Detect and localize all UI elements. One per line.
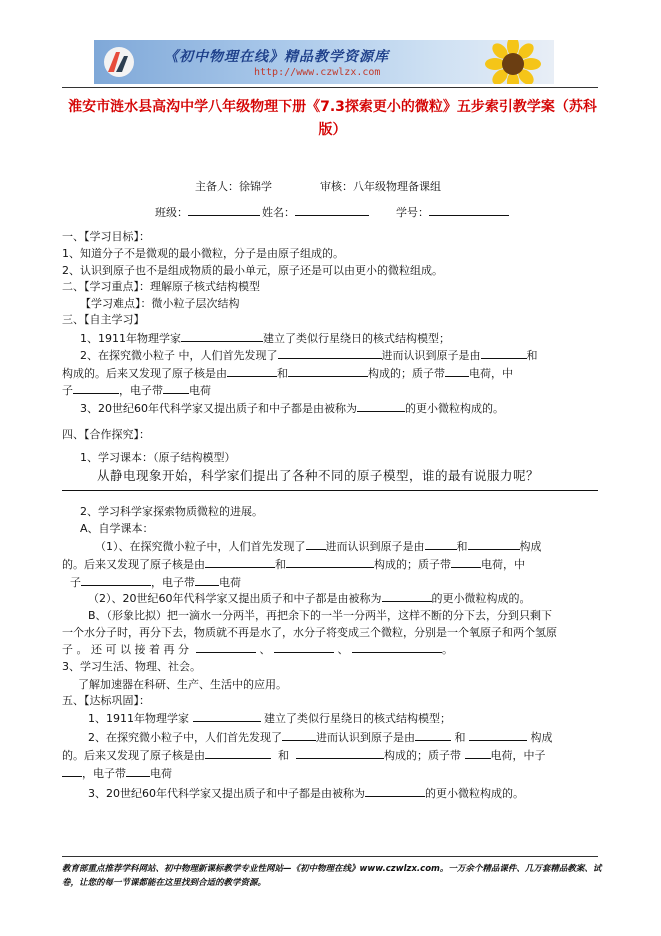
sec1-heading: 一、【学习目标】： [62, 230, 150, 243]
blank[interactable] [296, 747, 384, 759]
sec4-a1-line3: 子 ，电子带 电荷 [70, 576, 241, 589]
blank[interactable] [205, 747, 271, 759]
sec4-a-label: A、自学课本： [80, 522, 154, 535]
blank[interactable] [274, 641, 334, 653]
blank[interactable] [181, 330, 263, 342]
footer-text: 教育部重点推荐学科网站、初中物理新课标教学专业性网站—《初中物理在线》www.czwlzx.com。一万余个精品课件、几万套精品教案、试卷，让您的每一节课都能在这里找到合适的教学资源。 [62, 864, 602, 888]
preparer: 主备人：徐锦学 [195, 180, 272, 193]
sec4-step1: 1、学习课本：（原子结构模型） [80, 451, 236, 464]
id-label: 学号： [396, 206, 429, 219]
sec2-heading: 二、【学习重点】：理解原子核式结构模型 [62, 280, 260, 293]
sec4-step1-text: 从静电现象开始，科学家们提出了各种不同的原子模型，谁的最有说服力呢？ [97, 468, 540, 483]
sec4-a1-line1: （1）、在探究微小粒子中，人们首先发现了 进而认识到原子是由 和 构成 [95, 540, 542, 553]
blank[interactable] [195, 574, 219, 586]
sec4-b-line2: 一个水分子时，再分下去，物质就不再是水了，水分子将变成三个微粒，分别是一个氧原子和两个氢原 [62, 626, 557, 639]
blank[interactable] [193, 710, 261, 722]
id-blank[interactable] [429, 204, 509, 216]
blank[interactable] [62, 765, 82, 777]
footer-divider [62, 856, 598, 857]
banner-title: 《初中物理在线》精品教学资源库 [164, 49, 389, 65]
blank[interactable] [73, 382, 119, 394]
blank[interactable] [468, 538, 520, 550]
sec4-b-line3: 子 。 还 可 以 接 着 再 分 、 、 。 [62, 643, 453, 656]
sec3-q3: 3、20世纪60年代科学家又提出质子和中子都是由被称为 的更小微粒构成的。 [80, 402, 504, 415]
sec4-step3: 3、学习生活、物理、社会。 [62, 660, 201, 673]
blank[interactable] [469, 729, 527, 741]
logo-icon [102, 46, 136, 78]
blank[interactable] [288, 365, 368, 377]
sec3-q1: 1、1911年物理学家 建立了类似行星绕日的核式结构模型； [80, 332, 450, 345]
blank[interactable] [306, 538, 326, 550]
blank[interactable] [357, 400, 405, 412]
blank[interactable] [415, 729, 451, 741]
blank[interactable] [481, 347, 527, 359]
name-blank[interactable] [295, 204, 369, 216]
sec4-a2: （2）、20世纪60年代科学家又提出质子和中子都是由被称为 的更小微粒构成的。 [88, 592, 531, 605]
sec5-q2-line1: 2、在探究微小粒子中，人们首先发现了 进而认识到原子是由 和 构成 [88, 731, 553, 744]
sec4-a1-line2: 的。后来又发现了原子核是由 和 构成的；质子带 电荷，中 [62, 558, 525, 571]
sec2-difficulty: 【学习难点】：微小粒子层次结构 [80, 297, 240, 310]
blank[interactable] [425, 538, 457, 550]
page-title: 淮安市涟水县高沟中学八年级物理下册《7.3探索更小的微粒》五步索引教学案（苏科版） [68, 99, 597, 138]
blank[interactable] [352, 641, 442, 653]
blank[interactable] [282, 729, 316, 741]
sec4-step2: 2、学习科学家探索物质微粒的进展。 [80, 505, 263, 518]
blank[interactable] [227, 365, 277, 377]
sec5-q3: 3、20世纪60年代科学家又提出质子和中子都是由被称为 的更小微粒构成的。 [88, 787, 524, 800]
blank[interactable] [196, 641, 256, 653]
sec5-heading: 五、【达标巩固】： [62, 694, 150, 707]
sec1-item2: 2、认识到原子也不是组成物质的最小单元，原子还是可以由更小的微粒组成。 [62, 264, 443, 277]
class-label: 班级： [155, 206, 188, 219]
blank[interactable] [81, 574, 151, 586]
blank[interactable] [205, 556, 275, 568]
sec4-heading: 四、【合作探究】： [62, 428, 150, 441]
sec5-q2-line2: 的。后来又发现了原子核是由 和 构成的；质子带 电荷，中子 [62, 749, 546, 762]
sec4-b-line1: B、（形象比拟）把一滴水一分两半，再把余下的一半一分两半，这样不断的分下去，分到只剩下 [88, 609, 553, 622]
id-field [396, 204, 509, 220]
name-field [262, 204, 369, 220]
blank[interactable] [278, 347, 382, 359]
header-banner [94, 40, 554, 84]
class-field [155, 204, 260, 220]
blank[interactable] [451, 556, 481, 568]
banner-url[interactable]: http://www.czwlzx.com [254, 67, 381, 78]
sec3-heading: 三、【自主学习】 [62, 313, 145, 326]
name-label: 姓名： [262, 206, 295, 219]
sec4-step3-text: 了解加速器在科研、生产、生活中的应用。 [78, 678, 287, 691]
blank[interactable] [445, 365, 469, 377]
reviewer: 审核：八年级物理备课组 [320, 180, 441, 193]
blank[interactable] [126, 765, 150, 777]
sec3-q2-line3: 子 ，电子带 电荷 [62, 384, 211, 397]
header-divider [62, 87, 598, 88]
blank[interactable] [365, 785, 425, 797]
blank[interactable] [465, 747, 491, 759]
blank[interactable] [382, 590, 432, 602]
sunflower-icon [478, 40, 548, 84]
sec5-q2-line3: ，电子带 电荷 [62, 765, 172, 781]
class-blank[interactable] [188, 204, 260, 216]
sec3-q2-line1: 2、在探究微小粒子 中，人们首先发现了 进而认识到原子是由 和 [80, 349, 538, 362]
sec5-q1: 1、1911年物理学家 建立了类似行星绕日的核式结构模型； [88, 712, 451, 725]
answer-line[interactable] [62, 490, 598, 491]
blank[interactable] [286, 556, 374, 568]
sec3-q2-line2: 构成的。后来又发现了原子核是由 和 构成的；质子带 电荷，中 [62, 367, 513, 380]
blank[interactable] [163, 382, 189, 394]
sec1-item1: 1、知道分子不是微观的最小微粒，分子是由原子组成的。 [62, 247, 344, 260]
